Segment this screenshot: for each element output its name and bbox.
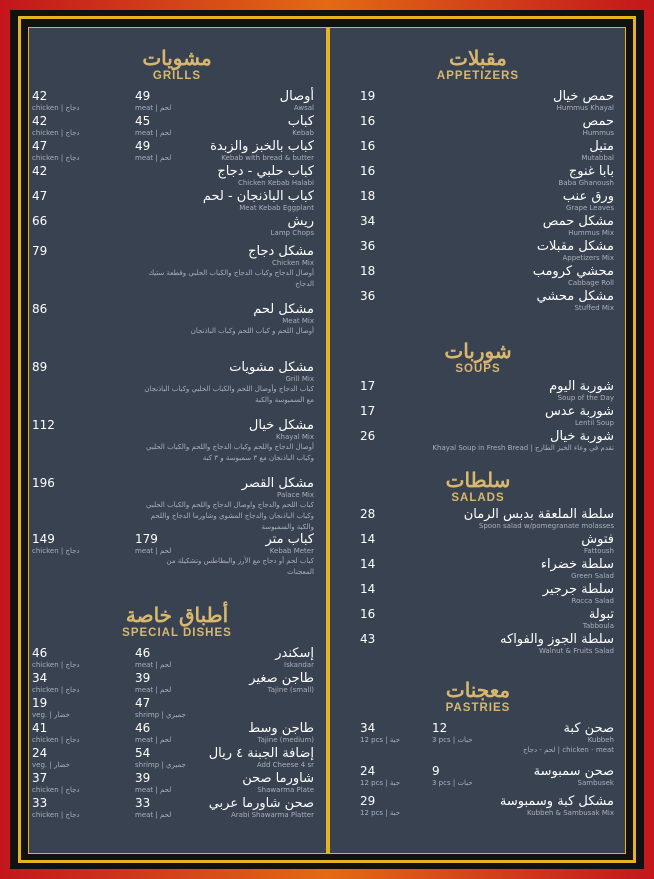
item-name-ar: صحن سمبوسة <box>533 764 614 779</box>
item-price: 196 <box>32 476 55 490</box>
item-price-2: 45 <box>135 114 151 128</box>
item-name-ar: كباب <box>287 114 314 129</box>
item-name-en: Khayal Soup in Fresh Bread | تقدم في وعاء الخبز الطازج <box>432 444 614 452</box>
menu-item <box>330 429 626 455</box>
item-price-2: 49 <box>135 89 151 103</box>
item-price: 14 <box>360 582 376 596</box>
menu-item <box>28 214 326 240</box>
left-column <box>28 27 326 854</box>
item-price: 19 <box>32 696 48 710</box>
item-name-ar: مشكل القصر <box>241 476 314 491</box>
item-price: 29 <box>360 794 376 808</box>
item-name-en: Spoon salad w/pomegranate molasses <box>478 522 614 530</box>
item-name-en: Kubbeh & Sambusak Mix <box>527 809 614 817</box>
item-name-en: Stuffed Mix <box>574 304 614 312</box>
item-name-ar: حمص <box>582 114 614 129</box>
item-unit: chicken | دجاج <box>32 154 80 162</box>
item-name-ar: كباب متر <box>265 532 314 547</box>
item-unit-2: 3 pcs | حبات <box>432 779 473 787</box>
section-title-en: APPETIZERS <box>436 70 520 82</box>
item-name-en: Grill Mix <box>285 375 314 383</box>
section-title-en: SALADS <box>451 492 505 504</box>
menu-item <box>28 360 326 404</box>
menu-item <box>330 264 626 290</box>
item-name-ar: شاورما صحن <box>242 771 314 786</box>
item-price: 28 <box>360 507 376 521</box>
item-description: كباب الدجاج وأوصال اللحم والكباب الحلبي وكباب الباذنجان مع السمبوسة والكبة <box>144 385 314 404</box>
menu-item <box>28 721 326 747</box>
menu-item <box>28 139 326 165</box>
section-heading-soups <box>330 340 626 376</box>
item-price: 42 <box>32 89 48 103</box>
item-price: 24 <box>360 764 376 778</box>
item-name-ar: سلطة خضراء <box>540 557 614 572</box>
item-name-en: Green Salad <box>571 572 614 580</box>
item-name-en: Hummus <box>582 129 614 137</box>
item-name-en: Tabboula <box>582 622 614 630</box>
item-name-ar: سلطة الجوز والفواكه <box>500 632 614 647</box>
item-price: 37 <box>32 771 48 785</box>
item-price: 89 <box>32 360 48 374</box>
section-heading-pastries <box>330 679 626 715</box>
menu-item <box>28 771 326 797</box>
item-unit-2: shrimp | جمبري <box>135 761 186 769</box>
item-price: 24 <box>32 746 48 760</box>
item-price: 14 <box>360 532 376 546</box>
item-price: 42 <box>32 164 48 178</box>
item-price: 18 <box>360 264 376 278</box>
item-name-en: Soup of the Day <box>557 394 614 402</box>
item-price: 36 <box>360 239 376 253</box>
item-name-en: Awsal <box>293 104 314 112</box>
item-price: 16 <box>360 114 376 128</box>
item-price: 47 <box>32 139 48 153</box>
item-name-en: Palace Mix <box>277 491 314 499</box>
item-unit: chicken | دجاج <box>32 129 80 137</box>
item-name-en: Cabbage Roll <box>567 279 614 287</box>
section-title-en: SOUPS <box>455 363 501 375</box>
menu-item <box>330 189 626 215</box>
item-unit-2: meat | لحم <box>135 547 172 555</box>
item-unit: chicken | دجاج <box>32 661 80 669</box>
item-unit-2: meat | لحم <box>135 811 172 819</box>
menu-item <box>330 557 626 583</box>
item-name-en: Tajine (small) <box>267 686 314 694</box>
item-name-en: Arabi Shawarma Platter <box>231 811 314 819</box>
item-price: 16 <box>360 164 376 178</box>
item-name-en: Kubbeh <box>587 736 614 744</box>
menu-item <box>330 289 626 315</box>
item-name-en: Rocca Salad <box>571 597 614 605</box>
item-price-2: 46 <box>135 721 151 735</box>
item-unit: chicken | دجاج <box>32 686 80 694</box>
item-name-en: Chicken Kebab Halabi <box>237 179 314 187</box>
item-price: 16 <box>360 139 376 153</box>
item-name-ar: إضافة الجبنة ٤ ريال <box>208 746 314 761</box>
item-price: 14 <box>360 557 376 571</box>
menu-item <box>28 302 326 335</box>
item-name-ar: مشكل مشويات <box>229 360 314 375</box>
item-price-2: 39 <box>135 771 151 785</box>
item-name-en: Kebab <box>292 129 314 137</box>
item-price: 43 <box>360 632 376 646</box>
item-name-en: Kebab with bread & butter <box>221 154 314 162</box>
item-description: أوصال الدجاج وكباب الدجاج والكباب الحلبي وقطعة ستيك الدجاج <box>148 269 314 288</box>
item-name-ar: بابا غنوج <box>568 164 614 179</box>
item-name-en: Lentil Soup <box>575 419 614 427</box>
item-unit-2: meat | لحم <box>135 104 172 112</box>
menu-item <box>330 214 626 240</box>
item-name-ar: سلطة الملعقة بدبس الرمان <box>463 507 614 522</box>
menu-item <box>28 696 326 722</box>
item-unit: chicken | دجاج <box>32 547 80 555</box>
item-name-ar: شوربة عدس <box>544 404 614 419</box>
item-price: 42 <box>32 114 48 128</box>
menu-item <box>330 139 626 165</box>
item-price: 149 <box>32 532 55 546</box>
menu-item <box>330 632 626 658</box>
item-name-ar: كباب حلبي - دجاج <box>217 164 314 179</box>
item-unit: veg. | خضار <box>32 761 70 769</box>
menu-item <box>28 532 326 576</box>
item-name-en: Meat Mix <box>282 317 314 325</box>
menu-item <box>330 507 626 533</box>
item-price: 17 <box>360 404 376 418</box>
item-name-ar: مشكل حمص <box>542 214 614 229</box>
item-price-2: 12 <box>432 721 448 735</box>
item-name-ar: مشكل دجاج <box>248 244 314 259</box>
menu-item <box>28 418 326 462</box>
item-unit-2: shrimp | جمبري <box>135 711 186 719</box>
item-price-2: 9 <box>432 764 440 778</box>
item-name-ar: إسكندر <box>275 646 314 661</box>
menu-item <box>330 379 626 405</box>
section-heading-salads <box>330 469 626 505</box>
item-price-2: 39 <box>135 671 151 685</box>
item-name-ar: تبولة <box>588 607 614 622</box>
item-name-ar: ريش <box>287 214 314 229</box>
item-price: 17 <box>360 379 376 393</box>
item-price: 33 <box>32 796 48 810</box>
item-unit: 12 pcs | حبة <box>360 779 401 787</box>
item-name-en: Shawarma Plate <box>257 786 314 794</box>
item-name-ar: طاجن صغير <box>249 671 314 686</box>
item-name-ar: طاجن وسط <box>248 721 314 736</box>
item-price: 86 <box>32 302 48 316</box>
item-name-ar: متبل <box>589 139 614 154</box>
menu-item <box>330 794 626 820</box>
item-name-en: Mutabbal <box>581 154 614 162</box>
item-name-ar: كباب بالخبز والزبدة <box>210 139 314 154</box>
item-name-en: Chicken Mix <box>271 259 314 267</box>
item-description: كباب لحم أو دجاج مع الأرز والبطاطس وتشكيلة من المعجنات <box>166 557 314 576</box>
item-price-2: 46 <box>135 646 151 660</box>
item-name-ar: محشي كرومب <box>532 264 614 279</box>
menu-item <box>330 532 626 558</box>
item-name-en: Hummus Khayal <box>556 104 614 112</box>
item-price: 47 <box>32 189 48 203</box>
item-price-2: 179 <box>135 532 158 546</box>
item-unit: chicken | دجاج <box>32 811 80 819</box>
item-price-2: 33 <box>135 796 151 810</box>
item-name-en: Sambusek <box>577 779 614 787</box>
menu-item <box>28 114 326 140</box>
menu-item <box>330 114 626 140</box>
item-price: 66 <box>32 214 48 228</box>
menu-item <box>330 721 626 754</box>
menu-item <box>28 89 326 115</box>
item-name-en: Tajine (medium) <box>257 736 314 744</box>
section-title-en: GRILLS <box>152 70 202 82</box>
item-unit-2: 3 pcs | حبات <box>432 736 473 744</box>
item-name-ar: صحن شاورما عربي <box>208 796 314 811</box>
menu-item <box>330 404 626 430</box>
item-price: 34 <box>32 671 48 685</box>
right-column <box>330 27 626 854</box>
item-name-ar: مشكل لحم <box>253 302 314 317</box>
item-name-ar: أوصال <box>279 89 314 104</box>
item-unit-2: meat | لحم <box>135 154 172 162</box>
item-name-ar: سلطة جرجير <box>542 582 614 597</box>
item-name-ar: مشكل مقبلات <box>536 239 614 254</box>
item-unit-2: meat | لحم <box>135 661 172 669</box>
item-description: أوصال الدجاج واللحم وكباب الدجاج واللحم والكباب الحلبي وكباب الباذنجان مع ٣ سمبوسة و ٣ كبة <box>146 443 314 462</box>
menu-item <box>28 671 326 697</box>
item-price: 26 <box>360 429 376 443</box>
menu-item <box>28 476 326 531</box>
item-name-ar: مشكل محشي <box>536 289 614 304</box>
item-name-ar: فتوش <box>581 532 614 547</box>
item-price: 18 <box>360 189 376 203</box>
section-title-ar: شوربات <box>444 339 512 363</box>
section-heading-special <box>28 604 326 640</box>
item-name-ar: صحن كبة <box>563 721 614 736</box>
item-description: أوصال اللحم و كباب اللحم وكباب الباذنجان <box>190 327 314 335</box>
section-title-ar: سلطات <box>445 468 511 492</box>
item-price: 19 <box>360 89 376 103</box>
item-name-en: Lamp Chops <box>270 229 314 237</box>
section-heading-appetizers <box>330 47 626 83</box>
section-title-ar: معجنات <box>445 678 511 702</box>
item-price: 79 <box>32 244 48 258</box>
menu-item <box>28 796 326 822</box>
menu-item <box>28 164 326 190</box>
item-unit-2: meat | لحم <box>135 686 172 694</box>
item-name-en: Khayal Mix <box>275 433 314 441</box>
item-unit: veg. | خضار <box>32 711 70 719</box>
item-price: 46 <box>32 646 48 660</box>
section-title-en: PASTRIES <box>445 702 511 714</box>
item-name-en: Walnut & Fruits Salad <box>538 647 614 655</box>
item-name-en: Baba Ghanoush <box>558 179 614 187</box>
item-name-en: Hummus Mix <box>568 229 614 237</box>
item-name-en: Meat Kebab Eggplant <box>239 204 314 212</box>
item-name-ar: كباب الباذنجان - لحم <box>202 189 314 204</box>
item-price: 36 <box>360 289 376 303</box>
menu-item <box>330 89 626 115</box>
item-unit: 12 pcs | حبة <box>360 809 401 817</box>
section-heading-grills <box>28 47 326 83</box>
item-price: 41 <box>32 721 48 735</box>
item-price: 112 <box>32 418 55 432</box>
item-name-en: Grape Leaves <box>565 204 614 212</box>
section-title-ar: مشويات <box>142 46 212 70</box>
item-name-en: Appetizers Mix <box>562 254 614 262</box>
item-name-ar: مشكل كبة وسمبوسة <box>499 794 614 809</box>
item-price-2: 47 <box>135 696 151 710</box>
item-unit: 12 pcs | حبة <box>360 736 401 744</box>
item-name-en: Add Cheese 4 sr <box>256 761 314 769</box>
item-name-ar: شوربة اليوم <box>549 379 614 394</box>
item-unit-2: meat | لحم <box>135 786 172 794</box>
menu-item <box>330 239 626 265</box>
item-price-2: 54 <box>135 746 151 760</box>
item-name-ar: شوربة خيال <box>550 429 614 444</box>
menu-item <box>28 646 326 672</box>
item-name-en: Kebab Meter <box>269 547 314 555</box>
item-price: 16 <box>360 607 376 621</box>
item-name-ar: ورق عنب <box>562 189 614 204</box>
item-unit: chicken | دجاج <box>32 104 80 112</box>
menu-item <box>330 607 626 633</box>
item-unit-2: meat | لحم <box>135 736 172 744</box>
item-unit: chicken | دجاج <box>32 786 80 794</box>
item-name-en: Iskandar <box>284 661 314 669</box>
menu-item <box>330 764 626 790</box>
item-price-2: 49 <box>135 139 151 153</box>
item-price: 34 <box>360 214 376 228</box>
menu-item <box>28 244 326 288</box>
item-description: chicken - meat | لحم - دجاج <box>523 746 614 754</box>
item-name-ar: حمص خيال <box>553 89 614 104</box>
item-unit-2: meat | لحم <box>135 129 172 137</box>
item-name-ar: مشكل خيال <box>248 418 314 433</box>
menu-item <box>28 746 326 772</box>
section-title-ar: مقبلات <box>449 46 507 70</box>
menu-item <box>330 582 626 608</box>
item-unit: chicken | دجاج <box>32 736 80 744</box>
section-title-en: SPECIAL DISHES <box>122 627 232 639</box>
section-title-ar: أطباق خاصة <box>125 603 229 627</box>
menu-item <box>28 189 326 215</box>
menu-item <box>330 164 626 190</box>
item-name-en: Fattoush <box>584 547 614 555</box>
item-description: كباب اللحم والدجاج واوصال الدجاج واللحم والكباب الحلبي وكباب الباذنجان والدجاج المشوي وشاورما الدجاج واللحم والكبة والسمبوسة <box>146 501 314 531</box>
item-price: 34 <box>360 721 376 735</box>
